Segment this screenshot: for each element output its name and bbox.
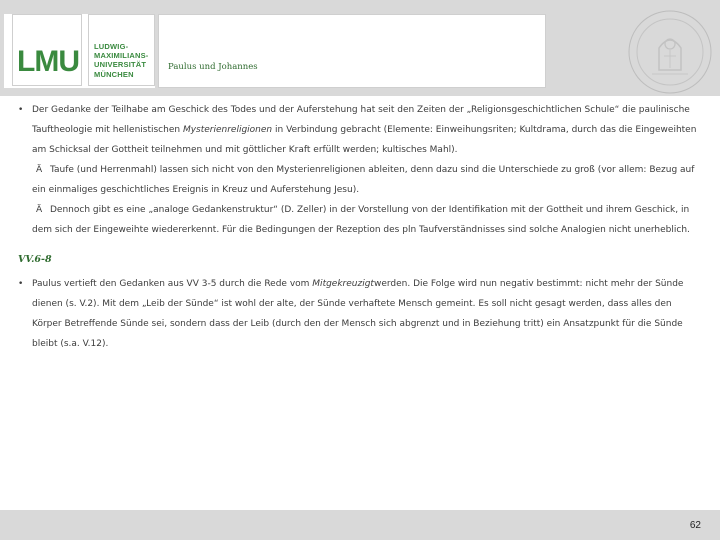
sub-point-text: Dennoch gibt es eine „analoge Gedankenstruktur“ (D. Zeller) in der Vorstellung von der Identifikation mit der Gottheit und ihrem Geschick, in dem sich der Eingeweihte wiedererkennt. Für die Bedingungen der Rezeption des pln Taufverständnisses sind solche Analogien nicht unerheblich. xyxy=(32,205,690,235)
footer-band xyxy=(0,510,720,540)
bullet-paragraph xyxy=(18,100,698,160)
page-number: 62 xyxy=(689,520,701,531)
lmu-logo-text: LMU xyxy=(17,45,79,78)
sub-point xyxy=(18,200,698,240)
bullet-marker: • xyxy=(18,279,24,289)
paragraph-text: Der Gedanke der Teilhabe am Geschick des Todes und der Auferstehung hat seit den Zeiten der „Religionsgeschichtlichen Schule“ die paulinische Tauftheologie mit hellenistischen xyxy=(32,105,690,135)
wordmark-line: LUDWIG- xyxy=(94,42,129,51)
university-wordmark xyxy=(88,14,155,86)
sub-point-text: Taufe (und Herrenmahl) lassen sich nicht von den Mysterienreligionen ableiten, denn dazu sind die Unterschiede zu groß (vor allem: Bezug auf ein einmaliges geschichtliches Ereignis in Kreuz und Auferstehung Jesu). xyxy=(32,165,695,195)
paragraph-text: werden. Die Folge wird nun negativ bestimmt: nicht mehr der Sünde dienen (s. V.2). Mit dem „Leib der Sünde“ ist wohl der alte, der Sünde verhaftete Mensch gemeint. Es soll nicht gesagt werden, dass alles den Körper Betreffende Sünde sei, sondern dass der Leib (durch den der Mensch sich abgrenzt und in Beziehung tritt) ein Ansatzpunkt für die Sünde bleibt (s.a. V.12). xyxy=(32,279,684,349)
slide-title: Paulus und Johannes xyxy=(168,62,258,72)
emphasis-text: Mysterienreligionen xyxy=(182,125,273,135)
title-box xyxy=(158,14,546,88)
lmu-logo-mark xyxy=(12,14,82,86)
bullet-paragraph xyxy=(18,274,698,354)
wordmark-line: UNIVERSITÄT xyxy=(94,60,147,70)
paragraph-text: in Verbindung gebracht (Elemente: Einweihungsriten; Kultdrama, durch das die Eingeweihten am Schicksal der Gottheit teilnehmen und mit göttlicher Kraft erfüllt werden; kultisches Mahl). xyxy=(32,125,697,155)
emphasis-text: Mitgekreuzigt xyxy=(312,279,374,289)
university-seal-icon xyxy=(626,8,714,96)
paragraph-text: Paulus vertieft den Gedanken aus VV 3-5 durch die Rede vom xyxy=(32,279,313,289)
arrow-bullet: Ä xyxy=(36,205,43,215)
wordmark-line: MÜNCHEN xyxy=(94,69,134,79)
arrow-bullet: Ä xyxy=(36,165,43,175)
wordmark-line: MAXIMILIANS- xyxy=(94,51,149,61)
bullet-marker: • xyxy=(18,105,24,115)
section-heading: VV.6-8 xyxy=(18,254,52,265)
sub-point xyxy=(18,160,698,200)
slide-content xyxy=(18,100,698,354)
